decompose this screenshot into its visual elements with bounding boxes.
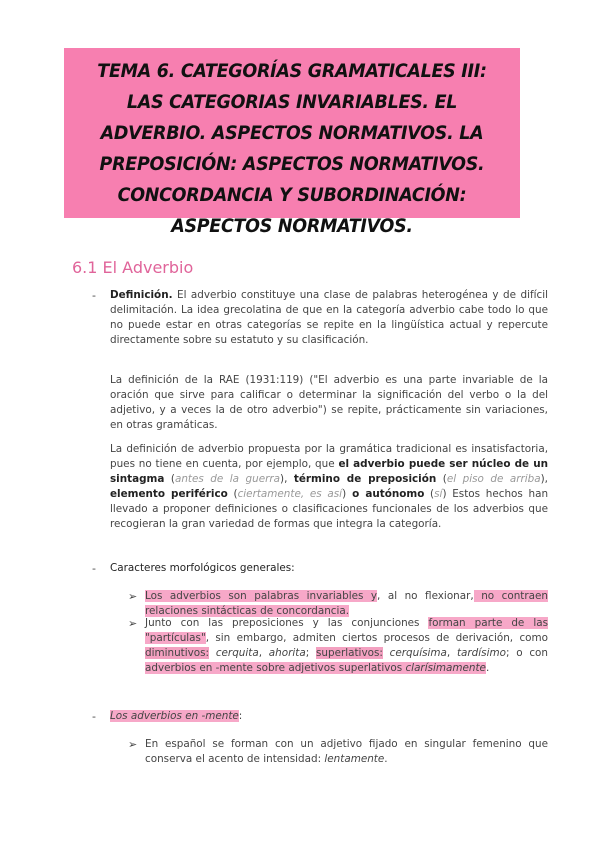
bullet-dash: - xyxy=(92,562,96,575)
morph-item-particles: Junto con las preposiciones y las conjunciones forman parte de las "partículas", sin embargo, admiten ciertos procesos de derivación, como diminutivos: cerquita, ahorita; superlativos: cerquísima, tardísimo; o con adverbios en -mente sobre adjetivos superlativos clarísimamente. xyxy=(145,617,548,674)
morph-label: Caracteres morfológicos generales: xyxy=(110,562,295,574)
traditional-paragraph: La definición de adverbio propuesta por la gramática tradicional es insatisfactoria, pues no tiene en cuenta, por ejemplo, que el adverbio puede ser núcleo de un sintagma (antes de la guerra), término de preposición (el piso de arriba), elemento periférico (ciertamente, es así) o autónomo (sí) Estos hechos han llevado a proponer definiciones o clasificaciones funcionales de los adverbios que recogieran la gran variedad de formas que integra la categoría. xyxy=(110,443,549,530)
bullet-dash: - xyxy=(92,289,96,302)
arrow-bullet: ➢ xyxy=(128,738,138,751)
definition-paragraph: Definición. El adverbio constituye una clase de palabras heterogénea y de difícil delimitación. La idea grecolatina de que en la categoría adverbio cabe todo lo que no puede estar en otras categorías se repite en la lingüística actual y repercute directamente sobre su estatuto y su clasificación. xyxy=(110,289,548,346)
mente-item: En español se forman con un adjetivo fijado en singular femenino que conserva el acento de intensidad: lentamente. xyxy=(145,738,548,765)
section-heading: 6.1 El Adverbio xyxy=(72,258,194,277)
page-title: TEMA 6. CATEGORÍAS GRAMATICALES III: LAS CATEGORIAS INVARIABLES. EL ADVERBIO. ASPECTOS NORMATIVOS. LA PREPOSICIÓN: ASPECTOS NORMATIVOS. CONCORDANCIA Y SUBORDINACIÓN: ASPECTOS NORMATIVOS. xyxy=(97,60,487,237)
arrow-bullet: ➢ xyxy=(128,590,138,603)
morph-item-invariable: Los adverbios son palabras invariables y, al no flexionar, no contraen relaciones sintácticas de concordancia. xyxy=(145,590,548,617)
bullet-dash: - xyxy=(92,710,96,723)
rae-paragraph: La definición de la RAE (1931:119) ("El adverbio es una parte invariable de la oración que sirve para calificar o determinar la significación del verbo o la del adjetivo, y a veces la de otro adverbio") se repite, prácticamente sin variaciones, en otras gramáticas. xyxy=(110,374,548,431)
arrow-bullet: ➢ xyxy=(128,617,138,630)
mente-label: Los adverbios en -mente: xyxy=(110,710,243,722)
definition-label: Definición. xyxy=(110,289,173,301)
